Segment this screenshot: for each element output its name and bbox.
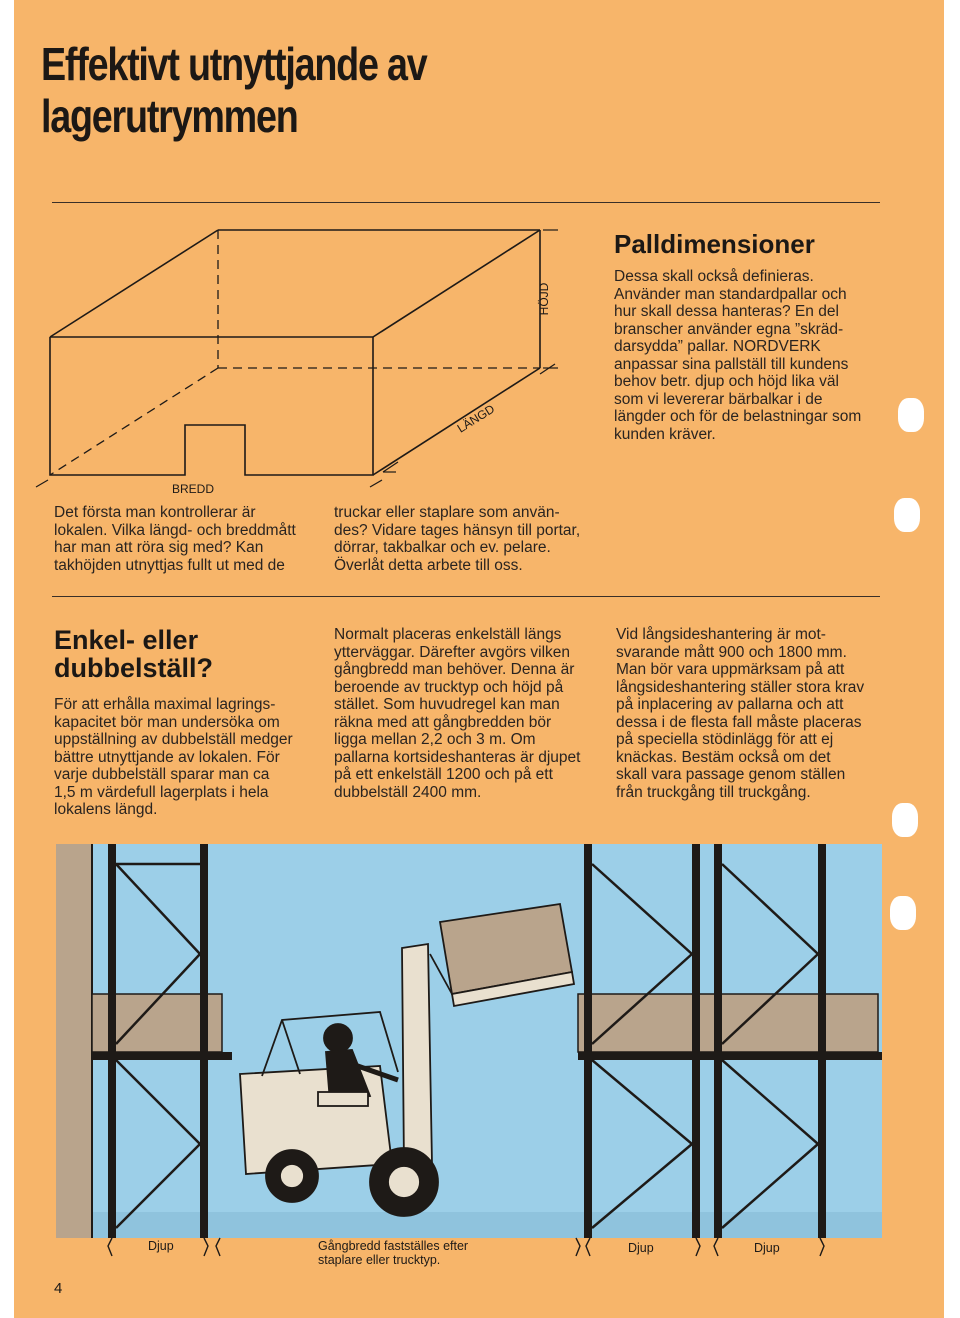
text-line: Använder man standardpallar och [614, 285, 847, 303]
caption-line-1: Gångbredd fastställes efter [318, 1239, 469, 1253]
text-line: behov betr. djup och höjd lika väl [614, 373, 839, 390]
text-line: uppställning av dubbelställ medger [54, 731, 293, 748]
text-line: bättre utnyttjande av lokalen. För [54, 748, 280, 766]
text-line: Det första man kontrollerar är [54, 504, 256, 521]
title-line-1: Effektivt utnyttjande av [41, 38, 427, 90]
heading-line: dubbelställ? [54, 653, 214, 683]
text-line: på ett enkelställ 1200 och på ett [334, 766, 553, 783]
label-langd: LÄNGD [454, 401, 498, 436]
text-line: kunden kräver. [614, 425, 716, 443]
binder-hole [894, 498, 920, 532]
page-title [41, 38, 426, 142]
text-line: längder och för de belastningar som [614, 408, 862, 425]
text-line: ligga mellan 2,2 och 3 m. Om [334, 731, 536, 748]
palldimensioner-section [614, 230, 884, 443]
text-line: darsydda” pallar. NORDVERK [614, 338, 821, 355]
text-line: Vid långsideshantering är mot- [616, 626, 826, 643]
enkel-column-3 [616, 626, 886, 801]
binder-hole [898, 398, 924, 432]
intro-column-2 [334, 504, 614, 574]
text-line: dubbelställ 2400 mm. [334, 783, 482, 801]
binder-hole [892, 803, 918, 837]
text-line: varje dubbelställ sparar man ca [54, 766, 270, 783]
text-line: kapacitet bör man undersöka om [54, 713, 280, 731]
text-line: från truckgång till truckgång. [616, 783, 811, 801]
label-bredd: BREDD [171, 482, 215, 496]
text-line: Dessa skall också definieras. [614, 268, 814, 285]
pallet-load [578, 994, 878, 1052]
text-line: dessa i de flesta fall måste placeras [616, 713, 862, 731]
wall [56, 844, 92, 1238]
enkel-column-2 [334, 626, 614, 801]
text-line: ytterväggar. Därefter avgörs vilken [334, 643, 571, 661]
beam [578, 1052, 882, 1060]
text-line: branscher använder egna ”skräd- [614, 320, 844, 338]
page-number: 4 [54, 1280, 63, 1297]
text-line: långsideshantering ställer stora krav [616, 678, 865, 696]
text-line: För att erhålla maximal lagrings- [54, 696, 276, 713]
palldimensioner-text [614, 268, 884, 443]
djup-label-left: Djup [148, 1239, 174, 1253]
section-rule [52, 596, 880, 597]
title-line-2: lagerutrymmen [41, 90, 298, 142]
text-line: anpassar sina pallställ till kundens [614, 355, 849, 373]
text-line: hur skall dessa hanteras? En del [614, 303, 839, 320]
beam [92, 1052, 232, 1060]
text-line: räkna med att gångbredden bör [334, 713, 552, 731]
text-line: som vi levererar bärbalkar i de [614, 390, 823, 408]
text-line: på speciella stödinlägg för att ej [616, 731, 834, 748]
text-line: har man att röra sig med? Kan [54, 539, 264, 556]
text-line: svarande mått 900 och 1800 mm. [616, 643, 847, 661]
text-line: gångbredd man behöver. Denna är [334, 661, 575, 678]
text-line: takhöjden utnyttjas fullt ut med de [54, 556, 285, 574]
enkel-column-1 [54, 696, 324, 819]
warehouse-illustration [0, 844, 960, 1284]
text-line: på inplacering av pallarna och att [616, 696, 844, 713]
text-line: des? Vidare tages hänsyn till portar, [334, 521, 581, 539]
text-line: knäckas. Bestäm också om det [616, 748, 831, 766]
section-rule [52, 202, 880, 203]
enkel-dubbel-heading [54, 626, 324, 682]
label-hojd: HÖJD [537, 282, 551, 316]
enkel-dubbel-section [54, 626, 324, 819]
room-dimension-diagram [0, 210, 600, 500]
djup-label-middle: Djup [628, 1241, 654, 1255]
text-line: truckar eller staplare som använ- [334, 504, 560, 521]
text-line: beroende av trucktyp och höjd på [334, 678, 564, 696]
text-line: pallarna kortsideshanteras är djupet [334, 748, 581, 766]
text-line: dörrar, takbalkar och ev. pelare. [334, 539, 551, 556]
djup-label-right: Djup [754, 1241, 780, 1255]
palldimensioner-heading: Palldimensioner [614, 229, 815, 259]
intro-column-1 [54, 504, 324, 574]
text-line: Man bör vara uppmärksam på att [616, 661, 845, 678]
heading-line: Enkel- eller [54, 625, 199, 655]
text-line: Överlåt detta arbete till oss. [334, 556, 523, 574]
text-line: Normalt placeras enkelställ längs [334, 626, 562, 643]
text-line: 1,5 m värdefull lagerplats i hela [54, 783, 269, 801]
text-line: stället. Som huvudregel kan man [334, 696, 560, 713]
text-line: skall vara passage genom ställen [616, 766, 846, 783]
caption-line-2: staplare eller trucktyp. [318, 1253, 441, 1267]
floor [56, 1212, 882, 1238]
text-line: lokalens längd. [54, 801, 158, 818]
text-line: lokalen. Vilka längd- och breddmått [54, 521, 296, 539]
